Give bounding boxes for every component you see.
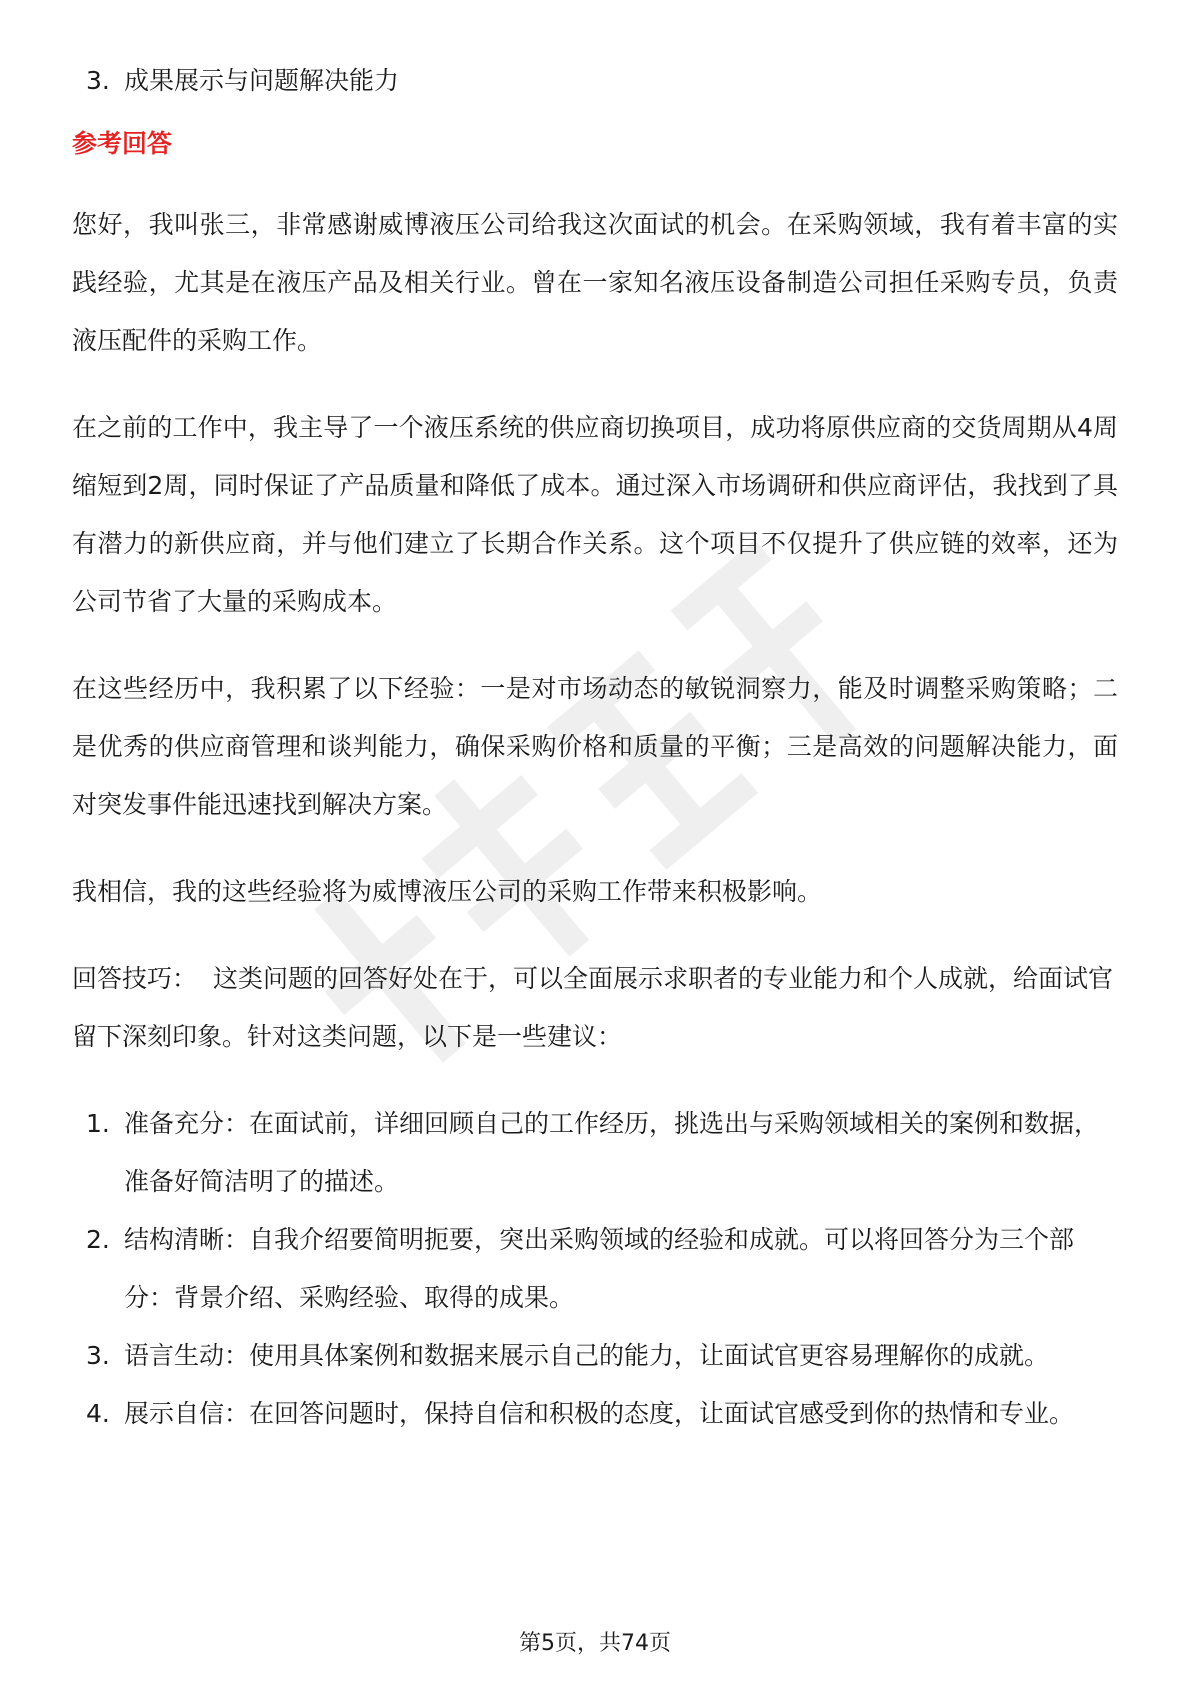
tips-text: 这类问题的回答好处在于，可以全面展示求职者的专业能力和个人成就，给面试官留下深刻印象。针对这类问题，以下是一些建议： xyxy=(72,964,1114,1051)
tips-paragraph xyxy=(72,950,1118,1066)
list-text: 语言生动：使用具体案例和数据来展示自己的能力，让面试官更容易理解你的成就。 xyxy=(124,1341,1050,1370)
list-number: 1. xyxy=(86,1109,110,1138)
answer-paragraph-3: 在这些经历中，我积累了以下经验：一是对市场动态的敏锐洞察力，能及时调整采购策略；二是优秀的供应商管理和谈判能力，确保采购价格和质量的平衡；三是高效的问题解决能力，面对突发事件能迅速找到解决方案。 xyxy=(72,674,1118,819)
tips-label: 回答技巧： xyxy=(72,964,198,993)
list-item xyxy=(72,1211,1118,1327)
list-number: 4. xyxy=(86,1399,110,1428)
answer-paragraph-2: 在之前的工作中，我主导了一个液压系统的供应商切换项目，成功将原供应商的交货周期从4周缩短到2周，同时保证了产品质量和降低了成本。通过深入市场调研和供应商评估，我找到了具有潜力的新供应商，并与他们建立了长期合作关系。这个项目不仅提升了供应链的效率，还为公司节省了大量的采购成本。 xyxy=(72,413,1118,616)
top-list-item xyxy=(72,52,1118,110)
list-text: 结构清晰：自我介绍要简明扼要，突出采购领域的经验和成就。可以将回答分为三个部分：背景介绍、采购经验、取得的成果。 xyxy=(124,1225,1075,1312)
list-item xyxy=(72,1385,1118,1443)
list-number: 2. xyxy=(86,1225,110,1254)
list-number: 3. xyxy=(86,1341,110,1370)
top-list-number: 3. xyxy=(86,66,110,95)
answer-paragraph-4: 我相信，我的这些经验将为威博液压公司的采购工作带来积极影响。 xyxy=(72,877,823,906)
tips-list xyxy=(72,1095,1118,1443)
document-page xyxy=(72,52,1118,1443)
list-item xyxy=(72,1095,1118,1211)
section-title: 参考回答 xyxy=(72,129,173,158)
top-list-text: 成果展示与问题解决能力 xyxy=(124,66,400,95)
page-footer: 第5页，共74页 xyxy=(519,1631,671,1656)
list-text: 准备充分：在面试前，详细回顾自己的工作经历，挑选出与采购领域相关的案例和数据，准备好简洁明了的描述。 xyxy=(124,1109,1100,1196)
answer-paragraph-1: 您好，我叫张三，非常感谢威博液压公司给我这次面试的机会。在采购领域，我有着丰富的实践经验，尤其是在液压产品及相关行业。曾在一家知名液压设备制造公司担任采购专员，负责液压配件的采购工作。 xyxy=(72,210,1118,355)
list-text: 展示自信：在回答问题时，保持自信和积极的态度，让面试官感受到你的热情和专业。 xyxy=(124,1399,1075,1428)
list-item xyxy=(72,1327,1118,1385)
